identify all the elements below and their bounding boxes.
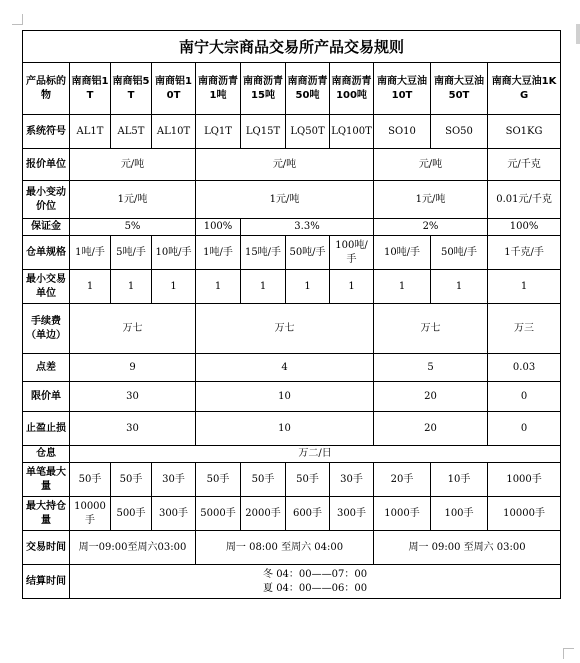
lot-cell: 10吨/手: [374, 236, 431, 270]
table-row: [23, 446, 561, 463]
lot-cell: 10吨/手: [152, 236, 196, 270]
max-position-cell: 500手: [111, 497, 152, 531]
trade-time-cell: 周一 08:00 至周六 04:00: [196, 531, 374, 565]
tick-cell: 0.01元/千克: [488, 181, 561, 219]
spread-cell: 0.03: [488, 354, 561, 382]
max-position-cell: 10000手: [70, 497, 111, 531]
product-cell: 南商大豆油10T: [374, 63, 431, 115]
symbol-cell: LQ15T: [241, 115, 286, 149]
table-row: [23, 565, 561, 599]
row-label-spread: 点差: [23, 354, 70, 382]
tick-cell: 1元/吨: [70, 181, 196, 219]
min-unit-cell: 1: [374, 270, 431, 304]
lot-cell: 1吨/手: [70, 236, 111, 270]
table-row: [23, 354, 561, 382]
limit-cell: 0: [488, 382, 561, 412]
lot-cell: 1吨/手: [196, 236, 241, 270]
row-label-settle: 结算时间: [23, 565, 70, 599]
quote-unit-cell: 元/吨: [374, 149, 488, 181]
row-label-fee: 手续费（单边）: [23, 304, 70, 354]
symbol-cell: SO50: [431, 115, 488, 149]
page-title: 南宁大宗商品交易所产品交易规则: [23, 31, 561, 63]
table-row: [23, 497, 561, 531]
min-unit-cell: 1: [330, 270, 374, 304]
product-cell: 南商沥青100吨: [330, 63, 374, 115]
max-order-cell: 1000手: [488, 463, 561, 497]
max-order-cell: 30手: [152, 463, 196, 497]
table-row: [23, 412, 561, 446]
limit-cell: 20: [374, 382, 488, 412]
table-row: [23, 463, 561, 497]
product-cell: 南商大豆油1KG: [488, 63, 561, 115]
lot-cell: 50吨/手: [431, 236, 488, 270]
interest-cell: 万二/日: [70, 446, 561, 463]
symbol-cell: SO10: [374, 115, 431, 149]
symbol-cell: AL10T: [152, 115, 196, 149]
max-order-cell: 50手: [196, 463, 241, 497]
max-order-cell: 30手: [330, 463, 374, 497]
row-label-min-unit: 最小交易单位: [23, 270, 70, 304]
scrollbar[interactable]: [576, 24, 580, 44]
max-position-cell: 300手: [330, 497, 374, 531]
min-unit-cell: 1: [111, 270, 152, 304]
symbol-cell: LQ1T: [196, 115, 241, 149]
table-row: [23, 270, 561, 304]
stop-cell: 0: [488, 412, 561, 446]
row-label-quote-unit: 报价单位: [23, 149, 70, 181]
limit-cell: 10: [196, 382, 374, 412]
margin-cell: 100%: [196, 219, 241, 236]
lot-cell: 15吨/手: [241, 236, 286, 270]
rules-document: [22, 30, 561, 599]
table-row: [23, 382, 561, 412]
row-label-symbol: 系统符号: [23, 115, 70, 149]
fee-cell: 万七: [196, 304, 374, 354]
max-order-cell: 10手: [431, 463, 488, 497]
max-position-cell: 10000手: [488, 497, 561, 531]
tick-cell: 1元/吨: [196, 181, 374, 219]
lot-cell: 5吨/手: [111, 236, 152, 270]
quote-unit-cell: 元/吨: [196, 149, 374, 181]
product-cell: 南商沥青15吨: [241, 63, 286, 115]
spread-cell: 5: [374, 354, 488, 382]
max-position-cell: 1000手: [374, 497, 431, 531]
margin-cell: 3.3%: [241, 219, 374, 236]
trade-time-cell: 周一 09:00 至周六 03:00: [374, 531, 561, 565]
min-unit-cell: 1: [431, 270, 488, 304]
margin-cell: 2%: [374, 219, 488, 236]
row-label-limit: 限价单: [23, 382, 70, 412]
symbol-cell: AL5T: [111, 115, 152, 149]
row-label-stop: 止盈止损: [23, 412, 70, 446]
table-row: [23, 304, 561, 354]
table-row: [23, 181, 561, 219]
symbol-cell: SO1KG: [488, 115, 561, 149]
page-corner-mark: [563, 648, 574, 659]
margin-cell: 100%: [488, 219, 561, 236]
settle-cell: [70, 565, 561, 599]
max-order-cell: 50手: [70, 463, 111, 497]
symbol-cell: LQ50T: [286, 115, 330, 149]
fee-cell: 万三: [488, 304, 561, 354]
tick-cell: 1元/吨: [374, 181, 488, 219]
lot-cell: 50吨/手: [286, 236, 330, 270]
stop-cell: 20: [374, 412, 488, 446]
product-cell: 南商大豆油50T: [431, 63, 488, 115]
row-label-tick: 最小变动价位: [23, 181, 70, 219]
max-order-cell: 50手: [111, 463, 152, 497]
stop-cell: 10: [196, 412, 374, 446]
table-row: [23, 236, 561, 270]
table-row: [23, 63, 561, 115]
product-cell: 南商铝5T: [111, 63, 152, 115]
fee-cell: 万七: [374, 304, 488, 354]
settle-summer: 夏 04：00——06：00: [263, 582, 368, 594]
product-cell: 南商沥青1吨: [196, 63, 241, 115]
row-label-product: 产品标的物: [23, 63, 70, 115]
max-order-cell: 20手: [374, 463, 431, 497]
max-position-cell: 100手: [431, 497, 488, 531]
table-row: [23, 531, 561, 565]
trade-time-cell: 周一09:00至周六03:00: [70, 531, 196, 565]
trading-rules-table: [22, 30, 561, 599]
fee-cell: 万七: [70, 304, 196, 354]
limit-cell: 30: [70, 382, 196, 412]
stop-cell: 30: [70, 412, 196, 446]
row-label-lot: 仓单规格: [23, 236, 70, 270]
min-unit-cell: 1: [286, 270, 330, 304]
min-unit-cell: 1: [488, 270, 561, 304]
product-cell: 南商铝1T: [70, 63, 111, 115]
settle-winter: 冬 04：00——07：00: [263, 568, 368, 580]
lot-cell: 1千克/手: [488, 236, 561, 270]
row-label-margin: 保证金: [23, 219, 70, 236]
margin-cell: 5%: [70, 219, 196, 236]
table-row: [23, 149, 561, 181]
spread-cell: 9: [70, 354, 196, 382]
min-unit-cell: 1: [196, 270, 241, 304]
max-position-cell: 2000手: [241, 497, 286, 531]
min-unit-cell: 1: [241, 270, 286, 304]
symbol-cell: LQ100T: [330, 115, 374, 149]
row-label-trade-time: 交易时间: [23, 531, 70, 565]
row-label-interest: 仓息: [23, 446, 70, 463]
product-cell: 南商铝10T: [152, 63, 196, 115]
table-row: [23, 115, 561, 149]
lot-cell: 100吨/手: [330, 236, 374, 270]
max-position-cell: 5000手: [196, 497, 241, 531]
product-cell: 南商沥青50吨: [286, 63, 330, 115]
table-row: [23, 219, 561, 236]
max-position-cell: 300手: [152, 497, 196, 531]
page-corner-mark: [12, 14, 23, 25]
max-order-cell: 50手: [286, 463, 330, 497]
quote-unit-cell: 元/千克: [488, 149, 561, 181]
max-position-cell: 600手: [286, 497, 330, 531]
min-unit-cell: 1: [152, 270, 196, 304]
row-label-max-order: 单笔最大量: [23, 463, 70, 497]
quote-unit-cell: 元/吨: [70, 149, 196, 181]
max-order-cell: 50手: [241, 463, 286, 497]
spread-cell: 4: [196, 354, 374, 382]
row-label-max-position: 最大持仓量: [23, 497, 70, 531]
symbol-cell: AL1T: [70, 115, 111, 149]
min-unit-cell: 1: [70, 270, 111, 304]
